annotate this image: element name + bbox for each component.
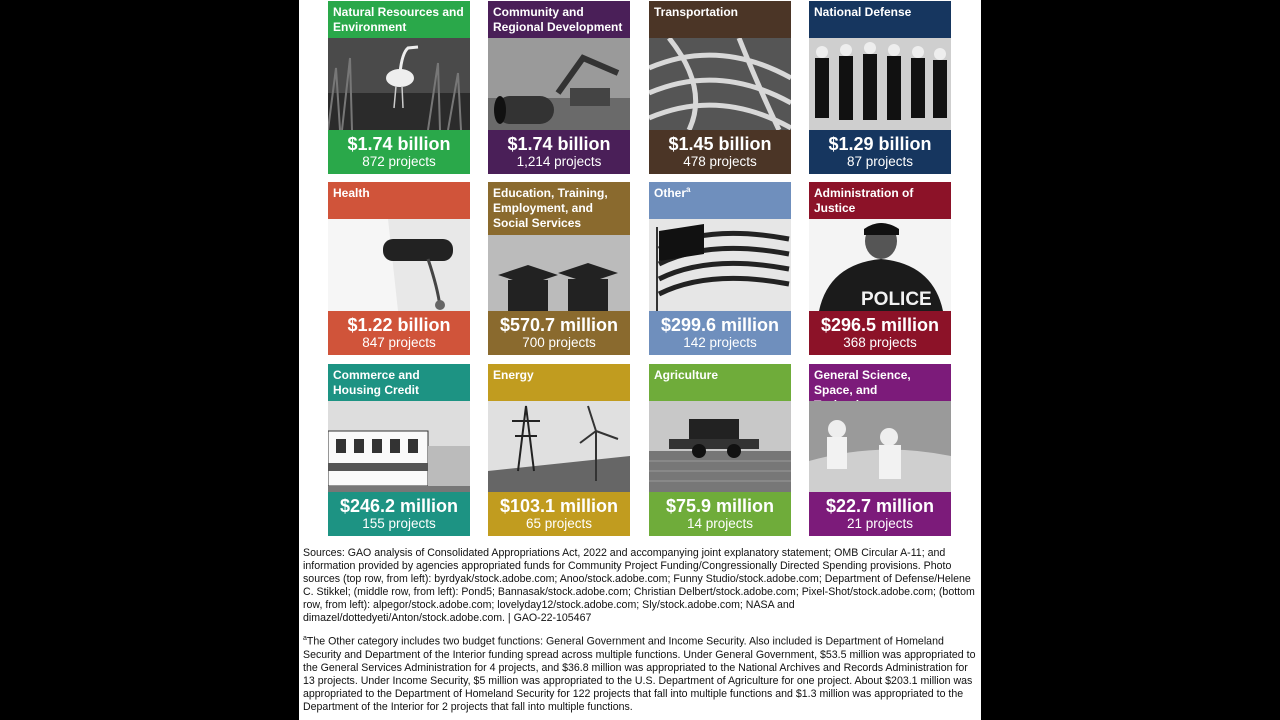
amount: $1.74 billion xyxy=(347,134,451,154)
project-count: 700 projects xyxy=(522,335,596,350)
category-amount-box xyxy=(809,311,951,355)
amount: $299.6 million xyxy=(660,315,780,335)
graduation-photo xyxy=(488,235,630,311)
project-count: 65 projects xyxy=(525,516,593,531)
category-title: General Science, Space, and xyxy=(809,364,951,401)
document-page xyxy=(299,0,981,720)
project-count: 368 projects xyxy=(843,335,917,350)
category-amount-box xyxy=(649,130,791,174)
flag-photo xyxy=(649,219,791,311)
category-amount-box xyxy=(488,492,630,536)
category-title: Education, Training, Employment, and Social Services xyxy=(488,182,630,235)
category-amount-box xyxy=(809,130,951,174)
footnote-marker: a xyxy=(686,185,691,194)
amount: $296.5 million xyxy=(820,315,940,335)
category-amount-box xyxy=(809,492,951,536)
honor-guard-photo xyxy=(809,38,951,130)
category-amount-box xyxy=(649,311,791,355)
category-title: Health xyxy=(328,182,470,219)
construction-photo xyxy=(488,38,630,130)
amount: $1.45 billion xyxy=(668,134,772,154)
category-title: Energy xyxy=(488,364,630,401)
project-count: 87 projects xyxy=(846,154,914,169)
storefront-photo xyxy=(328,401,470,492)
amount: $103.1 million xyxy=(499,496,619,516)
project-count: 14 projects xyxy=(686,516,754,531)
category-amount-box xyxy=(328,492,470,536)
egret-photo xyxy=(328,38,470,130)
project-count: 872 projects xyxy=(362,154,436,169)
amount: $570.7 million xyxy=(499,315,619,335)
category-amount-box xyxy=(328,311,470,355)
amount: $1.29 billion xyxy=(828,134,932,154)
category-title-text: Other xyxy=(654,186,687,200)
astronaut-photo xyxy=(809,401,951,492)
category-amount-box xyxy=(649,492,791,536)
project-count: 21 projects xyxy=(846,516,914,531)
harvester-photo xyxy=(649,401,791,492)
amount: $75.9 million xyxy=(665,496,775,516)
category-amount-box xyxy=(488,311,630,355)
category-title xyxy=(649,182,791,219)
category-title: Community and Regional Development xyxy=(488,1,630,38)
category-amount-box xyxy=(328,130,470,174)
amount: $22.7 million xyxy=(825,496,935,516)
category-title: Commerce and Housing Credit xyxy=(328,364,470,401)
project-count: 155 projects xyxy=(362,516,436,531)
project-count: 478 projects xyxy=(683,154,757,169)
amount: $1.74 billion xyxy=(507,134,611,154)
footnote xyxy=(303,632,979,714)
police-photo xyxy=(809,219,951,311)
amount: $1.22 billion xyxy=(347,315,451,335)
category-amount-box xyxy=(488,130,630,174)
category-title: Natural Resources and Environment xyxy=(328,1,470,38)
power-lines-photo xyxy=(488,401,630,492)
amount: $246.2 million xyxy=(339,496,459,516)
category-title: Administration of Justice xyxy=(809,182,951,219)
sources-note: Sources: GAO analysis of Consolidated Appropriations Act, 2022 and accompanying joint explanatory statement; OMB Circular A-11; and information provided by agencies appropriated funds for Community Project Funding/Congressionally Directed Spending provisions. Photo sources (top row, from left): byrdyak/stock.adobe.com; Anoo/stock.adobe.com; Funny Studio/stock.adobe.com; Department of Defense/Helene C. Stikkel; (middle row, from left): Pond5; Bannasak/stock.adobe.com; Christian Delbert/stock.adobe.com; Pixel-Shot/stock.adobe.com; (bottom row, from left): alpegor/stock.adobe.com; lovelyday12/stock.adobe.com; Sly/stock.adobe.com; NASA and dimazel/dottedyeti/Anton/stock.adobe.com. | GAO-22-105467 xyxy=(303,547,975,624)
police-label: POLICE xyxy=(861,289,932,310)
footnote-text: The Other category includes two budget functions: General Government and Income Security. Also included is Department of Homeland Security and Department of the Interior funding spread across multiple functions. Under General Government, $53.5 million was appropriated to the General Services Administration for 4 projects, and $36.8 million was appropriated to the National Archives and Records Administration for 13 projects. Under Income Security, $5 million was appropriated to the U.S. Department of Agriculture for one project. About $203.1 million was appropriated to the Department of Homeland Security for 122 projects that fall into multiple functions and $1.3 million was appropriated to the Department of the Interior for 2 projects that fall into multiple functions. xyxy=(303,635,976,713)
project-count: 1,214 projects xyxy=(516,154,602,169)
project-count: 847 projects xyxy=(362,335,436,350)
doctor-photo xyxy=(328,219,470,311)
footnote-marker: a xyxy=(303,635,307,642)
highway-photo xyxy=(649,38,791,130)
category-title: Transportation xyxy=(649,1,791,38)
category-title: Agriculture xyxy=(649,364,791,401)
project-count: 142 projects xyxy=(683,335,757,350)
category-title: National Defense xyxy=(809,1,951,38)
